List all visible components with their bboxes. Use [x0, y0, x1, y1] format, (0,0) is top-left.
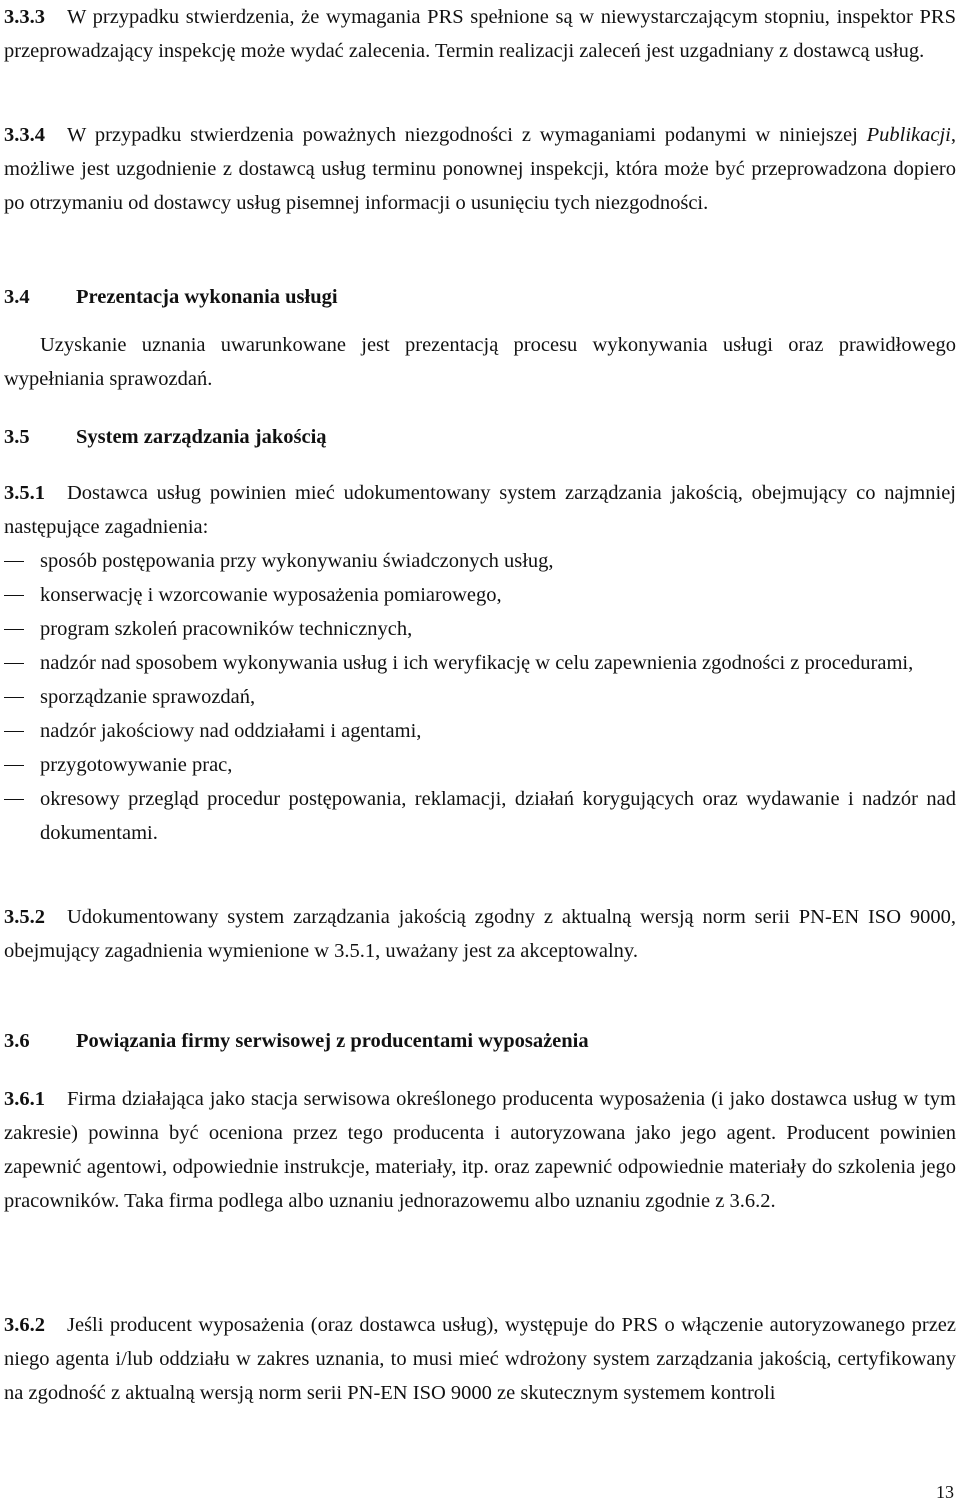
paragraph-number: 3.3.4	[4, 124, 45, 146]
section-number: 3.5	[4, 426, 30, 448]
list-item	[4, 680, 956, 714]
paragraph-text-after: , możliwe jest uzgodnienie z dostawcą usług terminu ponownej inspekcji, która może być przeprowadzona dopiero po otrzymaniu od dostawcy usług pisemnej informacji o usunięciu tych niezgodności.	[4, 124, 956, 214]
dash-bullet	[4, 663, 24, 664]
dash-bullet	[4, 697, 24, 698]
paragraph-3-3-3	[4, 0, 956, 68]
dash-bullet	[4, 799, 24, 800]
dash-bullet	[4, 595, 24, 596]
paragraph-3-5-2	[4, 900, 956, 968]
list-item-text: nadzór jakościowy nad oddziałami i agentami,	[40, 720, 422, 742]
section-heading-3-6	[4, 1024, 956, 1058]
section-title: Prezentacja wykonania usługi	[76, 286, 338, 308]
list-item-text: konserwację i wzorcowanie wyposażenia pomiarowego,	[40, 584, 502, 606]
paragraph-intro	[4, 476, 956, 544]
list-item	[4, 544, 956, 578]
list-item	[4, 578, 956, 612]
paragraph-text: Firma działająca jako stacja serwisowa określonego producenta wyposażenia (i jako dostawca usług w tym zakresie) powinna być oceniona przez tego producenta i autoryzowana jako jego agent. Producent powinien zapewnić agentowi, odpowiednie instrukcje, materiały, itp. oraz zapewnić odpowiednie materiały do szkolenia jego pracowników. Taka firma podlega albo uznaniu jednorazowemu albo uznaniu zgodnie z 3.6.2.	[4, 1088, 956, 1212]
dash-bullet	[4, 765, 24, 766]
list-item-text: okresowy przegląd procedur postępowania, reklamacji, działań korygujących oraz wydawanie i nadzór nad dokumentami.	[40, 788, 956, 844]
section-heading-3-4	[4, 280, 956, 314]
paragraph-text-before: W przypadku stwierdzenia poważnych niezgodności z wymaganiami podanymi w niniejszej	[67, 124, 867, 146]
dash-bullet	[4, 731, 24, 732]
publication-italic: Publikacji	[866, 124, 951, 146]
paragraph-3-3-4	[4, 118, 956, 220]
dash-bullet	[4, 561, 24, 562]
paragraph-3-6-1	[4, 1082, 956, 1218]
list-item-text: program szkoleń pracowników technicznych,	[40, 618, 413, 640]
list-item-text: nadzór nad sposobem wykonywania usług i ich weryfikację w celu zapewnienia zgodności z procedurami,	[40, 652, 914, 674]
quality-topics-list	[4, 544, 956, 850]
paragraph-text: Uzyskanie uznania uwarunkowane jest prezentacją procesu wykonywania usługi oraz prawidłowego wypełniania sprawozdań.	[4, 334, 956, 390]
paragraph-3-4-body	[4, 328, 956, 396]
list-item-text: sposób postępowania przy wykonywaniu świadczonych usług,	[40, 550, 554, 572]
section-number: 3.4	[4, 286, 30, 308]
paragraph-number: 3.6.1	[4, 1088, 45, 1110]
list-item-text: sporządzanie sprawozdań,	[40, 686, 256, 708]
paragraph-text: Dostawca usług powinien mieć udokumentowany system zarządzania jakością, obejmujący co najmniej następujące zagadnienia:	[4, 482, 956, 538]
paragraph-number: 3.5.2	[4, 906, 45, 928]
list-item	[4, 714, 956, 748]
section-title: System zarządzania jakością	[76, 426, 327, 448]
paragraph-3-5-1	[4, 476, 956, 850]
paragraph-number: 3.5.1	[4, 482, 45, 504]
paragraph-number: 3.6.2	[4, 1314, 45, 1336]
paragraph-number: 3.3.3	[4, 6, 45, 28]
section-number: 3.6	[4, 1030, 30, 1052]
list-item-text: przygotowywanie prac,	[40, 754, 233, 776]
list-item	[4, 748, 956, 782]
paragraph-text: Jeśli producent wyposażenia (oraz dostawca usług), występuje do PRS o włączenie autoryzowanego przez niego agenta i/lub oddziału w zakres uznania, to musi mieć wdrożony system zarządzania jakością, certyfikowany na zgodność z aktualną wersją norm serii PN-EN ISO 9000 ze skutecznym systemem kontroli	[4, 1314, 956, 1404]
list-item	[4, 646, 956, 680]
section-heading-3-5	[4, 420, 956, 454]
paragraph-text: W przypadku stwierdzenia, że wymagania PRS spełnione są w niewystarczającym stopniu, inspektor PRS przeprowadzający inspekcję może wydać zalecenia. Termin realizacji zaleceń jest uzgadniany z dostawcą usług.	[4, 6, 956, 62]
paragraph-text: Udokumentowany system zarządzania jakością zgodny z aktualną wersją norm serii PN-EN ISO 9000, obejmujący zagadnienia wymienione w 3.5.1, uważany jest za akceptowalny.	[4, 906, 956, 962]
section-title: Powiązania firmy serwisowej z producentami wyposażenia	[76, 1030, 589, 1052]
list-item	[4, 782, 956, 850]
paragraph-3-6-2	[4, 1308, 956, 1410]
list-item	[4, 612, 956, 646]
page-number: 13	[936, 1482, 954, 1502]
dash-bullet	[4, 629, 24, 630]
